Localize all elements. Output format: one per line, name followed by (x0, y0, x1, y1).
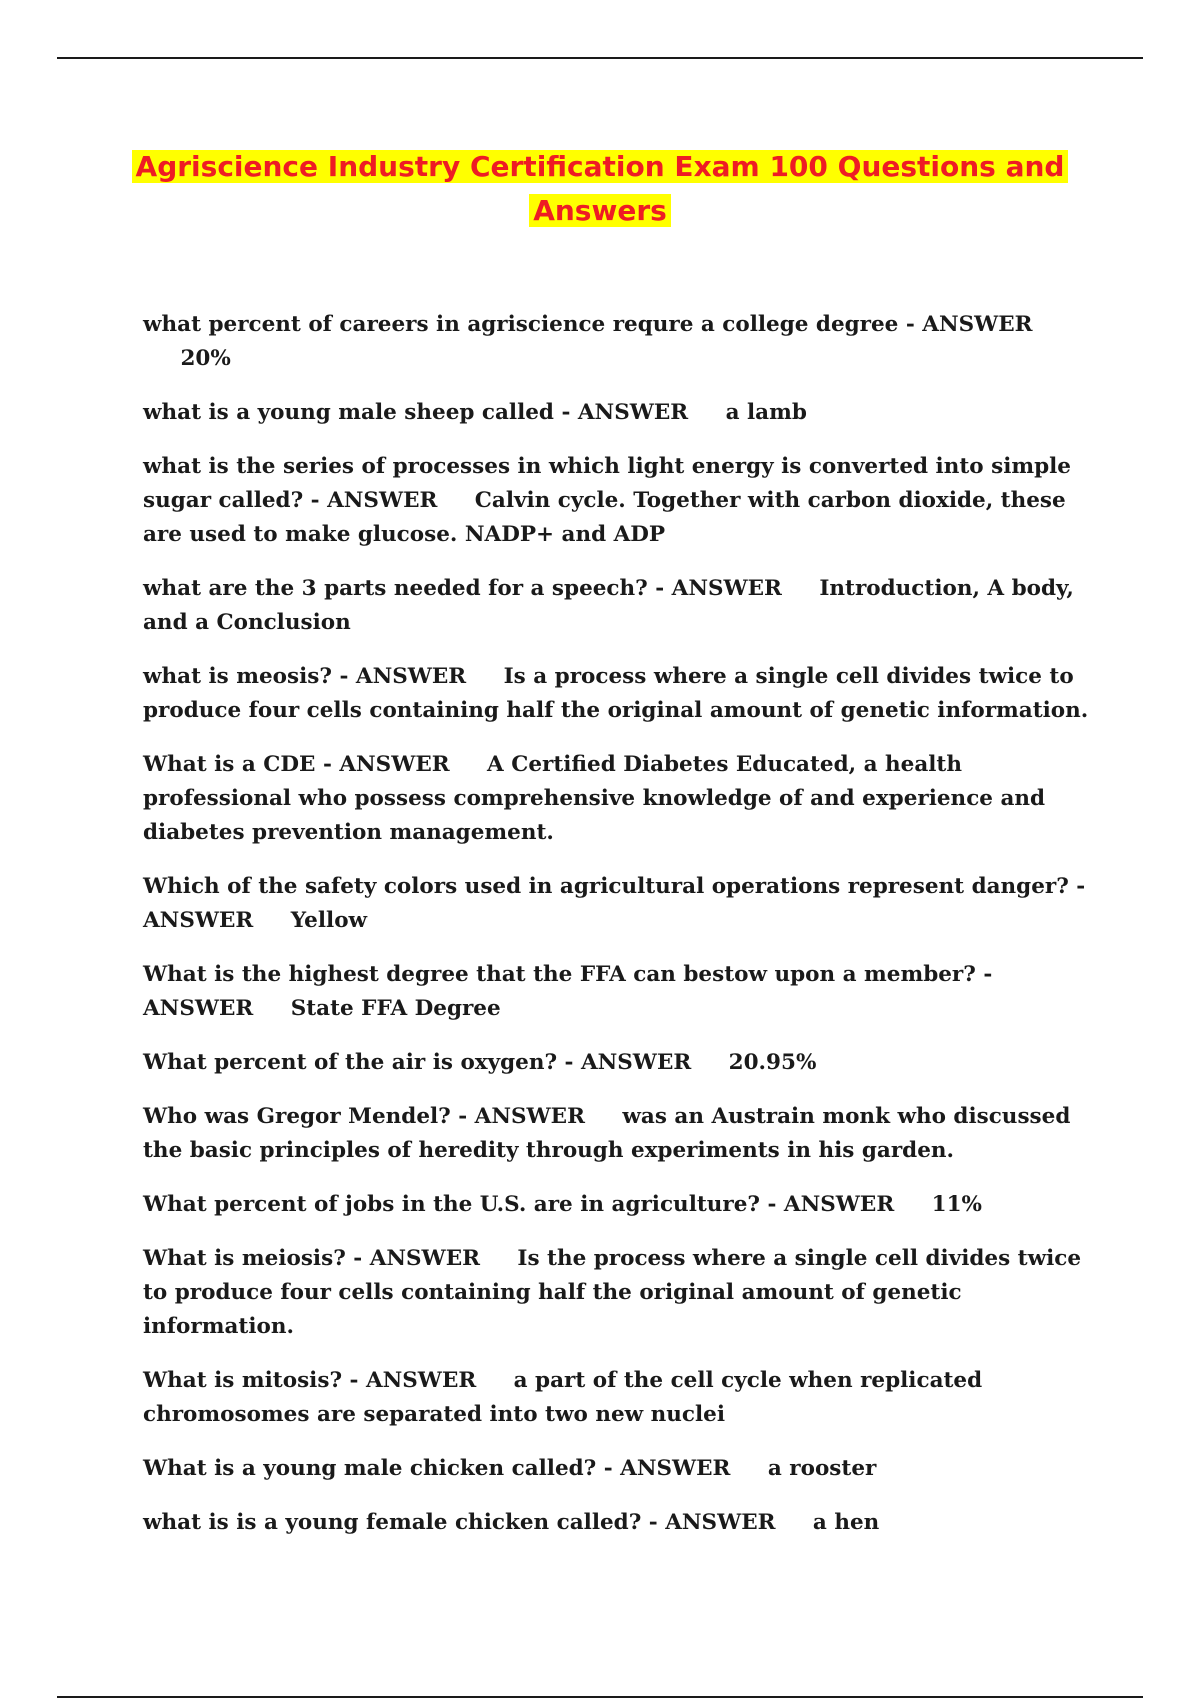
answer-marker: - ANSWER (143, 962, 993, 1021)
answer-text: a rooster (767, 1456, 877, 1481)
qa-item (143, 1364, 1098, 1432)
question-text: What is meiosis? (143, 1246, 346, 1271)
question-text: What percent of the air is oxygen? (143, 1050, 558, 1075)
answer-marker: - ANSWER (450, 1104, 585, 1129)
qa-item (143, 870, 1098, 938)
question-text: What percent of jobs in the U.S. are in agriculture? (143, 1192, 761, 1217)
qa-item (143, 396, 1098, 430)
qa-item (143, 1100, 1098, 1168)
qa-item (143, 1046, 1098, 1080)
question-text: what is is a young female chicken called? (143, 1510, 642, 1535)
question-text: what is meosis? (143, 664, 332, 689)
answer-marker: - ANSWER (332, 664, 467, 689)
answer-marker: - ANSWER (596, 1456, 731, 1481)
top-rule (57, 57, 1143, 59)
answer-text: Yellow (290, 908, 368, 933)
question-text: What is a young male chicken called? (143, 1456, 597, 1481)
question-text: Who was Gregor Mendel? (143, 1104, 451, 1129)
question-text: what are the 3 parts needed for a speech? (143, 576, 648, 601)
qa-item (143, 572, 1098, 640)
answer-marker: - ANSWER (647, 576, 782, 601)
qa-item (143, 1506, 1098, 1540)
question-text: What is mitosis? (143, 1368, 343, 1393)
qa-item (143, 748, 1098, 850)
answer-text: Introduction, A body, and a Conclusion (143, 576, 1074, 635)
qa-list (143, 308, 1098, 1560)
answer-text: 20% (180, 346, 231, 371)
question-text: what is a young male sheep called (143, 400, 554, 425)
answer-text: a hen (812, 1510, 880, 1535)
answer-text: Is a process where a single cell divides twice to produce four cells containing half the original amount of genetic information. (143, 664, 1089, 723)
bottom-rule (57, 1696, 1143, 1698)
question-text: What is the highest degree that the FFA can bestow upon a member? (143, 962, 976, 987)
qa-item (143, 1242, 1098, 1344)
answer-marker: - ANSWER (760, 1192, 895, 1217)
qa-item (143, 308, 1098, 376)
qa-item (143, 660, 1098, 728)
qa-item (143, 450, 1098, 552)
answer-text: Calvin cycle. Together with carbon dioxide, these are used to make glucose. NADP+ and ADP (143, 488, 1066, 547)
qa-item (143, 1188, 1098, 1222)
answer-marker: - ANSWER (557, 1050, 692, 1075)
question-text: What is a CDE (143, 752, 316, 777)
question-text: what is the series of processes in which light energy is converted into simple sugar called? (143, 454, 1071, 513)
answer-text: a part of the cell cycle when replicated chromosomes are separated into two new nuclei (143, 1368, 983, 1427)
answer-marker: - ANSWER (303, 488, 438, 513)
answer-text: 20.95% (728, 1050, 817, 1075)
answer-text: A Certified Diabetes Educated, a health professional who possess comprehensive knowledge of and experience and diabetes prevention management. (143, 752, 1046, 845)
answer-marker: - ANSWER (315, 752, 450, 777)
question-text: what percent of careers in agriscience requre a college degree (143, 312, 899, 337)
answer-text: a lamb (725, 400, 807, 425)
answer-marker: - ANSWER (342, 1368, 477, 1393)
document-title-text: Agriscience Industry Certification Exam 100 Questions and Answers (132, 150, 1069, 227)
answer-text: State FFA Degree (290, 996, 501, 1021)
answer-text: was an Austrain monk who discussed the basic principles of heredity through experiments in his garden. (143, 1104, 1071, 1163)
answer-marker: - ANSWER (345, 1246, 480, 1271)
qa-item (143, 1452, 1098, 1486)
answer-marker: - ANSWER (898, 312, 1033, 337)
answer-text: Is the process where a single cell divides twice to produce four cells containing half the original amount of genetic information. (143, 1246, 1082, 1339)
question-text: Which of the safety colors used in agricultural operations represent danger? (143, 874, 1069, 899)
answer-text: 11% (931, 1192, 982, 1217)
answer-marker: - ANSWER (641, 1510, 776, 1535)
answer-marker: - ANSWER (553, 400, 689, 425)
document-title (100, 145, 1100, 233)
qa-item (143, 958, 1098, 1026)
answer-marker: - ANSWER (143, 874, 1086, 933)
